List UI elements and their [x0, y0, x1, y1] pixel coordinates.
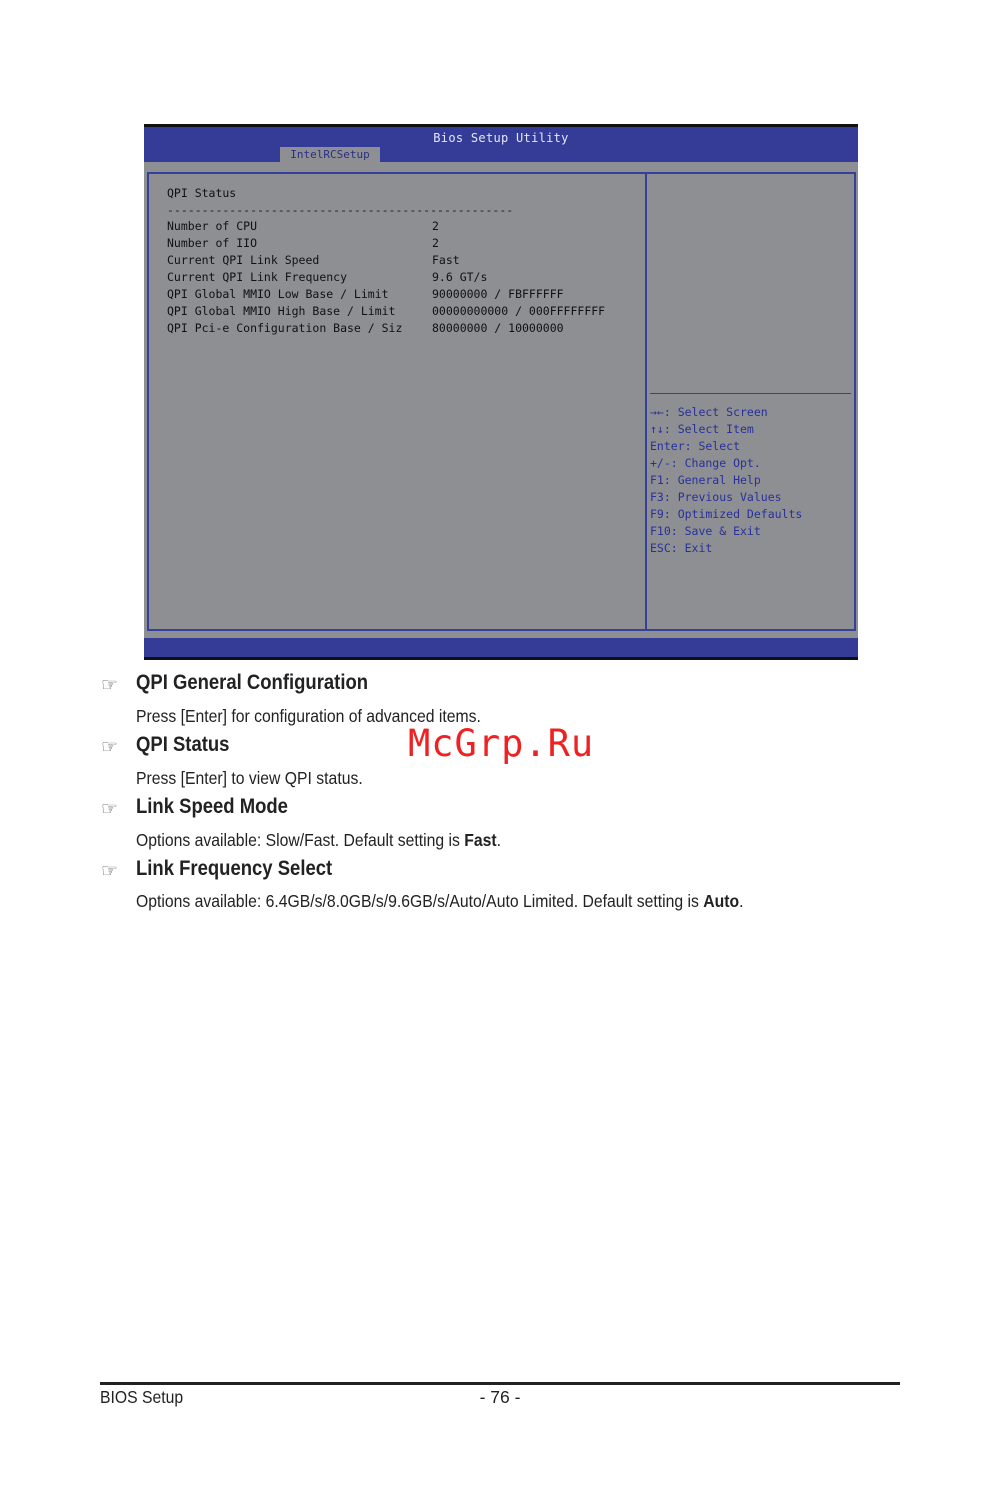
bios-bottom-bar [144, 638, 858, 657]
entry-title: QPI Status [136, 733, 230, 756]
help-keys [650, 404, 802, 557]
default-value: Fast [464, 830, 497, 850]
entry-body [136, 830, 501, 851]
row-label: QPI Global MMIO High Base / Limit [167, 304, 396, 318]
bios-help-panel [647, 172, 856, 631]
body-text: Options available: Slow/Fast. Default setting is [136, 830, 465, 850]
row-value: 9.6 GT/s [432, 270, 488, 284]
footer-rule [100, 1382, 900, 1385]
help-line-previous-values: F3: Previous Values [650, 490, 782, 504]
entry-body: Press [Enter] for configuration of advanced items. [136, 706, 481, 726]
help-line-save-exit: F10: Save & Exit [650, 524, 761, 538]
row-value: 2 [432, 219, 439, 233]
row-label: Current QPI Link Frequency [167, 270, 348, 284]
page-number: - 76 - [479, 1387, 521, 1407]
body-text-end: . [739, 891, 744, 911]
help-line-select-screen: →←: Select Screen [650, 405, 768, 419]
bios-main-panel [147, 172, 647, 631]
section-title: QPI Status [167, 186, 237, 200]
bios-screenshot [144, 124, 858, 660]
row-value: 00000000000 / 000FFFFFFFF [432, 304, 606, 318]
pointing-hand-icon: ☞ [101, 861, 119, 882]
help-line-general-help: F1: General Help [650, 473, 761, 487]
entry-title: Link Speed Mode [136, 795, 288, 818]
row-label: Number of CPU [167, 219, 258, 233]
row-value: 80000000 / 10000000 [432, 321, 564, 335]
help-line-enter: Enter: Select [650, 439, 741, 453]
row-label: Number of IIO [167, 236, 258, 250]
entry-title: Link Frequency Select [136, 857, 333, 880]
help-line-select-item: ↑↓: Select Item [650, 422, 754, 436]
help-separator [650, 393, 851, 394]
default-value: Auto [703, 891, 740, 911]
section-divider: -------------------------------------------------- [167, 203, 514, 217]
help-line-change-opt: +/-: Change Opt. [650, 456, 761, 470]
pointing-hand-icon: ☞ [101, 799, 119, 820]
entry-body: Press [Enter] to view QPI status. [136, 768, 363, 788]
help-line-esc-exit: ESC: Exit [650, 541, 713, 555]
row-value: Fast [432, 253, 460, 267]
pointing-hand-icon: ☞ [101, 675, 119, 696]
entry-body [136, 891, 744, 912]
body-text-end: . [496, 830, 502, 850]
row-label: QPI Global MMIO Low Base / Limit [167, 287, 389, 301]
body-text: Options available: 6.4GB/s/8.0GB/s/9.6GB/s/Auto/Auto Limited. Default setting is [136, 891, 704, 911]
bios-title-bar [144, 127, 858, 162]
tab-intelrcsetup[interactable]: IntelRCSetup [280, 147, 380, 162]
row-value: 2 [432, 236, 439, 250]
entry-title: QPI General Configuration [136, 671, 369, 694]
row-label: Current QPI Link Speed [167, 253, 320, 267]
footer-section-title: BIOS Setup [100, 1387, 184, 1407]
pointing-hand-icon: ☞ [101, 737, 119, 758]
row-value: 90000000 / FBFFFFFF [432, 287, 564, 301]
watermark: McGrp.Ru [408, 722, 595, 765]
bios-utility-title: Bios Setup Utility [433, 131, 569, 145]
row-label: QPI Pci-e Configuration Base / Siz [167, 321, 403, 335]
help-line-optimized-defaults: F9: Optimized Defaults [650, 507, 803, 521]
